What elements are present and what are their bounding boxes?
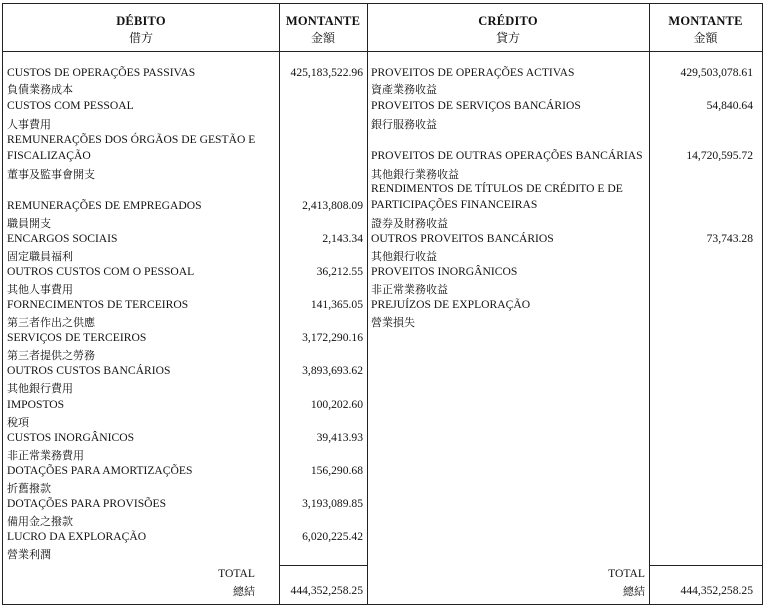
debit-item-zh: 職員開支 <box>7 217 51 230</box>
debit-item-zh: 折舊撥款 <box>7 482 51 495</box>
credit-amount: 14,720,595.72 <box>686 149 753 162</box>
debit-item-pt-cont: FISCALIZAÇÃO <box>7 149 91 162</box>
debit-total-label-zh: 總結 <box>233 585 255 598</box>
credit-item-pt: OUTROS PROVEITOS BANCÁRIOS <box>371 232 554 245</box>
debit-amount: 39,413.93 <box>316 431 363 444</box>
credit-item-zh: 資產業務收益 <box>371 83 437 96</box>
debit-amount: 3,193,089.85 <box>302 497 363 510</box>
credit-amount: 73,743.28 <box>706 232 753 245</box>
credit-item-zh: 銀行服務收益 <box>371 118 437 131</box>
debit-item-pt: LUCRO DA EXPLORAÇÃO <box>7 530 147 543</box>
credit-item-zh: 非正常業務收益 <box>371 283 448 296</box>
column-divider <box>649 4 650 604</box>
amount-header-pt: MONTANTE <box>285 14 361 28</box>
credit-item-pt: PROVEITOS DE SERVIÇOS BANCÁRIOS <box>371 99 581 112</box>
debit-item-pt: IMPOSTOS <box>7 398 65 411</box>
debit-item-zh: 第三者作出之供應 <box>7 316 95 329</box>
debit-item-pt: ENCARGOS SOCIAIS <box>7 232 118 245</box>
debit-item-pt: DOTAÇÕES PARA AMORTIZAÇÕES <box>7 464 193 477</box>
debit-total-rule <box>279 565 367 566</box>
credit-item-pt: PROVEITOS DE OUTRAS OPERAÇÕES BANCÁRIAS <box>371 149 643 162</box>
header-divider <box>3 51 762 52</box>
debit-item-zh: 董事及監事會開支 <box>7 168 95 181</box>
debit-amount: 3,893,693.62 <box>302 364 363 377</box>
credit-amount: 54,840.64 <box>706 99 753 112</box>
debit-header-zh: 借方 <box>128 31 153 45</box>
debit-item-pt: DOTAÇÕES PARA PROVISÕES <box>7 497 167 510</box>
credit-item-pt: PROVEITOS INORGÂNICOS <box>371 265 518 278</box>
debit-item-pt: OUTROS CUSTOS BANCÁRIOS <box>7 364 171 377</box>
credit-total-label-zh: 總結 <box>623 585 645 598</box>
debit-item-pt: SERVIÇOS DE TERCEIROS <box>7 331 147 344</box>
debit-item-pt: OUTROS CUSTOS COM O PESSOAL <box>7 265 195 278</box>
debit-amount: 3,172,290.16 <box>302 331 363 344</box>
debit-item-pt: REMUNERAÇÕES DE EMPREGADOS <box>7 199 202 212</box>
credit-amount: 429,503,078.61 <box>680 66 753 79</box>
debit-item-pt: FORNECIMENTOS DE TERCEIROS <box>7 298 189 311</box>
debit-amount: 100,202.60 <box>310 398 363 411</box>
debit-item-zh: 非正常業務費用 <box>7 449 84 462</box>
debit-amount-header <box>279 4 367 51</box>
debit-header <box>3 4 279 51</box>
debit-amount: 425,183,522.96 <box>290 66 363 79</box>
credit-total-amount: 444,352,258.25 <box>680 584 753 597</box>
credit-item-zh: 其他銀行收益 <box>371 250 437 263</box>
credit-header <box>367 4 649 51</box>
debit-item-zh: 其他銀行費用 <box>7 382 73 395</box>
debit-item-zh: 稅項 <box>7 416 29 429</box>
debit-amount: 2,413,808.09 <box>302 199 363 212</box>
debit-item-pt: CUSTOS INORGÂNICOS <box>7 431 135 444</box>
amount2-header-zh: 金額 <box>693 31 718 45</box>
debit-amount: 156,290.68 <box>310 464 363 477</box>
column-divider <box>367 4 368 604</box>
credit-item-pt: PROVEITOS DE OPERAÇÕES ACTIVAS <box>371 66 575 79</box>
amount2-header-pt: MONTANTE <box>668 14 743 28</box>
debit-header-pt: DÉBITO <box>116 14 166 28</box>
debit-item-zh: 營業利潤 <box>7 548 51 561</box>
debit-item-zh: 負債業務成本 <box>7 83 73 96</box>
credit-item-pt: PREJUÍZOS DE EXPLORAÇÃO <box>371 298 531 311</box>
credit-item-zh: 營業損失 <box>371 316 415 329</box>
debit-item-zh: 人事費用 <box>7 118 51 131</box>
debit-item-pt: REMUNERAÇÕES DOS ÓRGÃOS DE GESTÃO E <box>7 133 256 146</box>
credit-header-zh: 貸方 <box>495 31 520 45</box>
credit-amount-header <box>649 4 762 51</box>
amount-header-zh: 金額 <box>310 31 335 45</box>
debit-amount: 36,212.55 <box>316 265 363 278</box>
debit-amount: 141,365.05 <box>310 298 363 311</box>
credit-item-zh: 其他銀行業務收益 <box>371 168 459 181</box>
debit-amount: 6,020,225.42 <box>302 530 363 543</box>
credit-header-pt: CRÉDITO <box>478 14 538 28</box>
debit-item-pt: CUSTOS COM PESSOAL <box>7 99 134 112</box>
credit-total-rule <box>649 565 762 566</box>
debit-total-amount: 444,352,258.25 <box>290 584 363 597</box>
credit-total-label-pt: TOTAL <box>608 567 645 580</box>
credit-item-pt: RENDIMENTOS DE TÍTULOS DE CRÉDITO E DE <box>371 182 623 195</box>
debit-item-zh: 備用金之撥款 <box>7 515 73 528</box>
debit-item-zh: 固定職員福利 <box>7 250 73 263</box>
debit-item-zh: 其他人事費用 <box>7 283 73 296</box>
debit-item-pt: CUSTOS DE OPERAÇÕES PASSIVAS <box>7 66 196 79</box>
debit-total-label-pt: TOTAL <box>218 567 255 580</box>
debit-amount: 2,143.34 <box>322 232 363 245</box>
credit-item-zh: 證券及財務收益 <box>371 217 448 230</box>
debit-item-zh: 第三者提供之勞務 <box>7 349 95 362</box>
income-statement-table <box>2 3 763 605</box>
credit-item-pt-cont: PARTICIPAÇÕES FINANCEIRAS <box>371 198 538 211</box>
